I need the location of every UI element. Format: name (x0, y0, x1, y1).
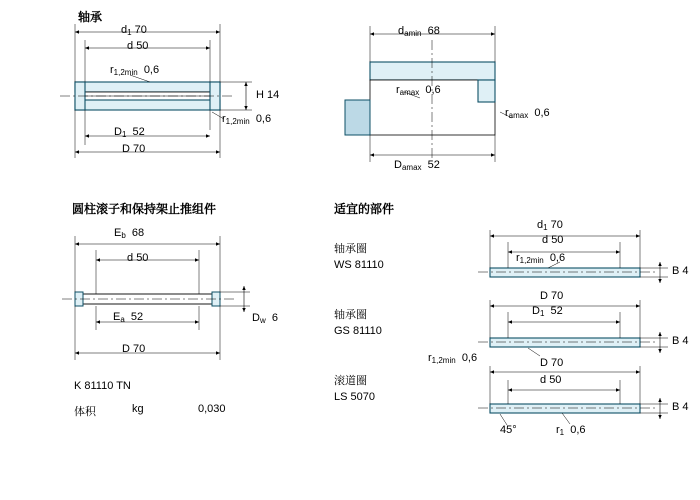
dim-H-label: H 14 (256, 89, 280, 101)
dim-ramax-right-label: $r_{amax}$ 0,6 (505, 107, 550, 120)
component-gs-caption: 轴承圈 (334, 309, 367, 321)
dim-ls-B-label: B 4 (672, 401, 689, 413)
dim-ramax-left-label: $r_{amax}$ 0,6 (396, 84, 441, 97)
dim-Eb-label: $E_b$ 68 (114, 227, 145, 240)
dim-ws-d1-label: $d_1$ 70 (537, 219, 563, 232)
dim-Damax-label: $D_{amax}$ 52 (394, 159, 440, 172)
component-ls-caption: 滚道圈 (334, 375, 367, 387)
dim-ls-r1-label: $r_1$ 0,6 (556, 424, 586, 437)
dim-ws-r12min-label: $r_{1,2min}$ 0,6 (516, 252, 566, 265)
dim-gs-B-label: B 4 (672, 335, 689, 347)
dim-gs-r12min-label: $r_{1,2min}$ 0,6 (428, 352, 478, 365)
component-ls-designation: LS 5070 (334, 391, 375, 403)
dim-D-label: D 70 (122, 143, 146, 155)
component-ws-designation: WS 81110 (334, 259, 384, 271)
dim-gs-D-label: D 70 (540, 290, 564, 302)
component-ws-drawing (478, 230, 668, 283)
dim-r12min-right-label: $r_{1,2min}$ 0,6 (222, 113, 272, 126)
bearing-section-drawing (60, 24, 252, 158)
dim-cage-D-label: D 70 (122, 343, 146, 355)
dim-damin-label: $d_{amin}$ 68 (398, 25, 440, 38)
component-ws-caption: 轴承圈 (334, 243, 367, 255)
dim-Ea-label: $E_a$ 52 (113, 311, 144, 324)
section-title-cage: 圆柱滚子和保持架止推组件 (72, 202, 217, 216)
cage-designation: K 81110 TN (74, 380, 131, 392)
dim-r12min-label: $r_{1,2min}$ 0,6 (110, 64, 160, 77)
component-ls-drawing (478, 366, 668, 425)
mass-label: 体积 (74, 406, 96, 418)
dim-d1-label: $d_1$ 70 (121, 24, 147, 37)
component-gs-designation: GS 81110 (334, 325, 382, 337)
dim-ls-angle-label: 45° (500, 424, 517, 436)
component-gs-drawing (478, 300, 668, 356)
section-title-components: 适宜的部件 (334, 202, 395, 216)
cage-assembly-drawing (62, 236, 250, 360)
dim-ws-B-label: B 4 (672, 265, 689, 277)
dim-ls-D-label: D 70 (540, 357, 564, 369)
section-title-bearing: 轴承 (78, 10, 103, 24)
dim-Dw-label: $D_w$ 6 (252, 312, 278, 325)
dim-cage-d-label: d 50 (127, 252, 149, 264)
dim-D1-label: $D_1$ 52 (114, 126, 145, 139)
dim-ws-d-label: d 50 (542, 234, 564, 246)
mass-unit: kg (132, 403, 144, 415)
mass-value: 0,030 (198, 403, 226, 415)
dim-gs-D1-label: $D_1$ 52 (532, 305, 563, 318)
dim-d-label: d 50 (127, 40, 149, 52)
dim-ls-d-label: d 50 (540, 374, 562, 386)
